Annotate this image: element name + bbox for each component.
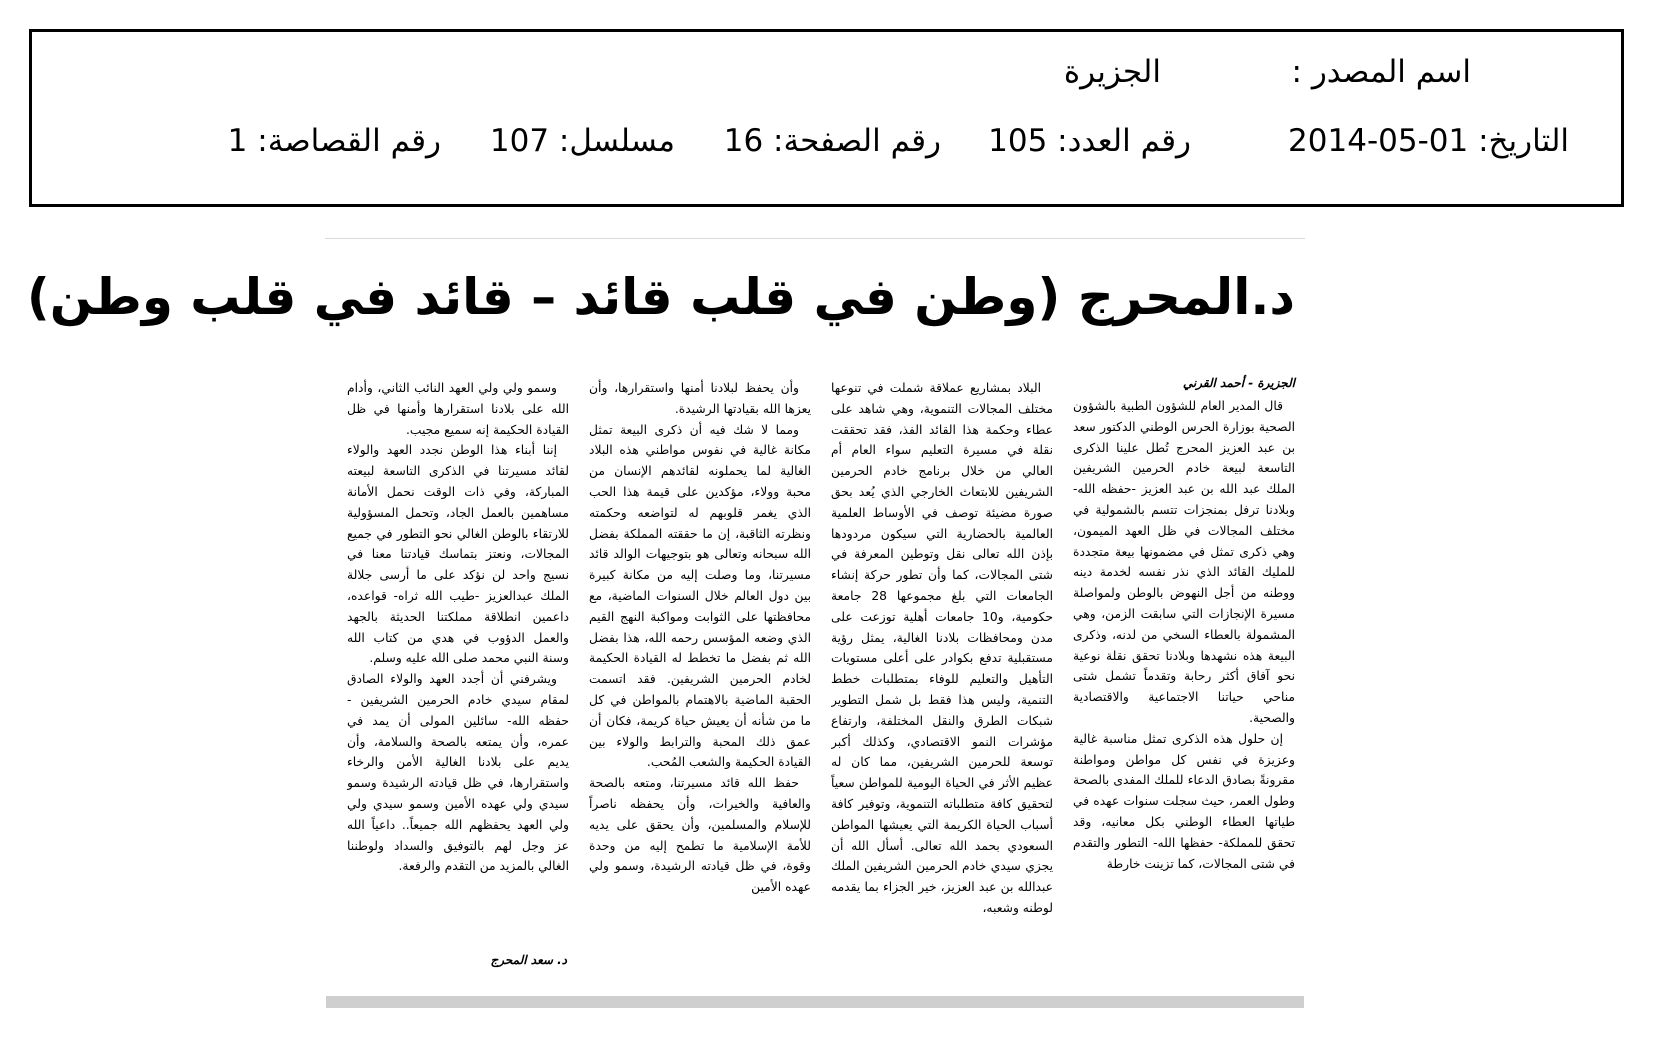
article-column-3 [589,378,811,972]
newspaper-clipping [26,238,1305,1008]
paragraph: حفظ الله قائد مسيرتنا، ومتعه بالصحة والعافية والخيرات، وأن يحفظه ناصراً للإسلام والمسلمين، وأن يحقق على يديه للأمة الإسلامية ما تطمح إليه من وحدة وقوة، في ظل قيادته الرشيدة، وسمو ولي عهده الأمين [589,776,811,895]
issue-number-field: رقم العدد: 105 [988,123,1191,159]
source-info-box [29,29,1624,207]
paragraph: وأن يحفظ لبلادنا أمنها واستقرارها، وأن يعزها الله بقيادتها الرشيدة. [589,381,811,416]
paragraph: ومما لا شك فيه أن ذكرى البيعة تمثل مكانة غالية في نفوس مواطني هذه البلاد الغالية لما يحملونه لقائدهم الإنسان من محبة وولاء، مؤكدين على قيمة هذا الحب الذي يغمر قلوبهم له لتواضعه وحكمته ونظرته الثاقبة، إن ما حققته المملكة بفضل الله سبحانه وتعالى هو بتوجيهات الوالد قائد مسيرتنا، وما وصلت إليه من مكانة كبيرة بين دول العالم خلال السنوات الماضية، مع محافظتها على الثوابت ومواكبة النهج القيم الذي وضعه المؤسس رحمه الله، هذا بفضل الله ثم بفضل ما تخطط له القيادة الحكيمة لخادم الحرمين الشريفين. فقد اتسمت الحقبة الماضية بالاهتمام بالمواطن في كل ما من شأنه أن يعيش حياة كريمة، فكان أن عمق ذلك المحبة والترابط والولاء بين القيادة الحكيمة والشعب المُحب. [589,422,811,770]
paragraph: ويشرفني أن أجدد العهد والولاء الصادق لمقام سيدي خادم الحرمين الشريفين - حفظه الله- سائلين المولى أن يمد في عمره، وأن يمتعه بالصحة والسلامة، وأن يديم على بلادنا الغالية الأمن والرخاء واستقرارها، في ظل قيادته الرشيدة وسمو سيدي ولي عهده الأمين وسمو سيدي ولي ولي العهد يحفظهم الله جميعاً.. داعياً الله عز وجل لهم بالتوفيق والسداد ولوطننا الغالي بالمزيد من التقدم والرفعة. [347,672,569,874]
article-column-4 [347,378,569,942]
article-column-2 [831,378,1053,972]
article-byline: الجزيرة - أحمد القرني [1182,376,1295,390]
clipping-bottom-bar [326,996,1304,1008]
article-headline: د.المحرج (وطن في قلب قائد – قائد في قلب وطن) [26,268,1295,326]
paragraph: إن حلول هذه الذكرى تمثل مناسبة غالية وعزيزة في نفس كل مواطن ومواطنة مقرونةً بصادق الدعاء للملك المفدى بالصحة وطول العمر، حيث سجلت سنوات عهده في طياتها العطاء الوطني بكل معانيه، وقد تحقق للمملكة- حفظها الله- التطور والتقدم في شتى المجالات، كما تزينت خارطة [1073,731,1295,871]
clipping-top-border [325,238,1305,239]
source-value: الجزيرة [1063,54,1161,90]
page-number-field: رقم الصفحة: 16 [723,123,941,159]
serial-number-field: مسلسل: 107 [489,123,675,159]
source-label: اسم المصدر : [1291,54,1471,90]
paragraph: إننا أبناء هذا الوطن نجدد العهد والولاء لقائد مسيرتنا في الذكرى التاسعة لبيعته المباركة، وفي ذات الوقت نحمل الأمانة مساهمين بالعمل الجاد، وتحمل المسؤولية للارتقاء بالوطن الغالي نحو التطور في جميع المجالات، ونعتز بتماسك قيادتنا معنا في نسيج واحد لن نؤكد على ما أرسى جلالة الملك عبدالعزيز -طيب الله ثراه- قواعده، داعمين انطلاقة مملكتنا الحديثة بالجهد والعمل الدؤوب في هدي من كتاب الله وسنة النبي محمد صلى الله عليه وسلم. [347,443,569,666]
paragraph: وسمو ولي ولي العهد النائب الثاني، وأدام الله على بلادنا استقرارها وأمنها في ظل القيادة الحكيمة إنه سميع مجيب. [347,381,569,437]
paragraph: البلاد بمشاريع عملاقة شملت في تنوعها مختلف المجالات التنموية، وهي شاهد على عطاء وحكمة هذا القائد الفذ، فقد تحققت نقلة في مسيرة التعليم سواء العام أم العالي من خلال برنامج خادم الحرمين الشريفين للابتعاث الخارجي الذي يُعد بحق صورة مضيئة توصف في الأوساط العلمية العالمية بالحضارية التي سيكون مردودها بإذن الله تعالى نقل وتوطين المعرفة في شتى المجالات، كما وأن تطور حركة إنشاء الجامعات التي بلغ مجموعها 28 جامعة حكومية، و10 جامعات أهلية توزعت على مدن ومحافظات بلادنا الغالية، يمثل رؤية مستقبلية تدفع بكوادر على أعلى مستويات التأهيل والتعليم للوفاء بمتطلبات خطط التنمية، وليس هذا فقط بل شمل التطوير شبكات الطرق والنقل المختلفة، وارتفاع مؤشرات النمو الاقتصادي، وكذلك أكبر توسعة للحرمين الشريفين، مما كان له عظيم الأثر في الحياة اليومية للمواطن سعياً لتحقيق كافة متطلباته التنموية، وتوفير كافة أسباب الحياة الكريمة التي يعيشها المواطن السعودي بحمد الله تعالى. أسأل الله أن يجزي سيدي خادم الحرمين الشريفين الملك عبدالله بن عبد العزيز، خير الجزاء بما يقدمه لوطنه وشعبه، [831,381,1053,915]
article-column-1 [1073,396,1295,972]
date-field: التاريخ: 01-05-2014 [1288,123,1569,159]
clip-number-field: رقم القصاصة: 1 [227,123,441,159]
article-signature: د. سعد المحرج [490,953,567,967]
paragraph: قال المدير العام للشؤون الطبية بالشؤون الصحية بوزارة الحرس الوطني الدكتور سعد بن عبد العزيز المحرج تُطل علينا الذكرى التاسعة لبيعة خادم الحرمين الشريفين الملك عبد الله بن عبد العزيز -حفظه الله- وبلادنا ترفل بمنجزات تتسم بالشمولية في مختلف المجالات في ظل العهد الميمون، وهي ذكرى تمثل في مضمونها بيعة متجددة للمليك القائد الذي نذر نفسه لخدمة دينه ووطنه من أجل النهوض بالوطن ولمواصلة مسيرة الإنجازات التي سابقت الزمن، وهي المشمولة بالعطاء السخي من لدنه، وذكرى البيعة هذه نشهدها وبلادنا تحقق نقلة نوعية نحو آفاق أكثر رحابة وتقدماً تشمل شتى مناحي حياتنا الاجتماعية والاقتصادية والصحية. [1073,399,1295,725]
